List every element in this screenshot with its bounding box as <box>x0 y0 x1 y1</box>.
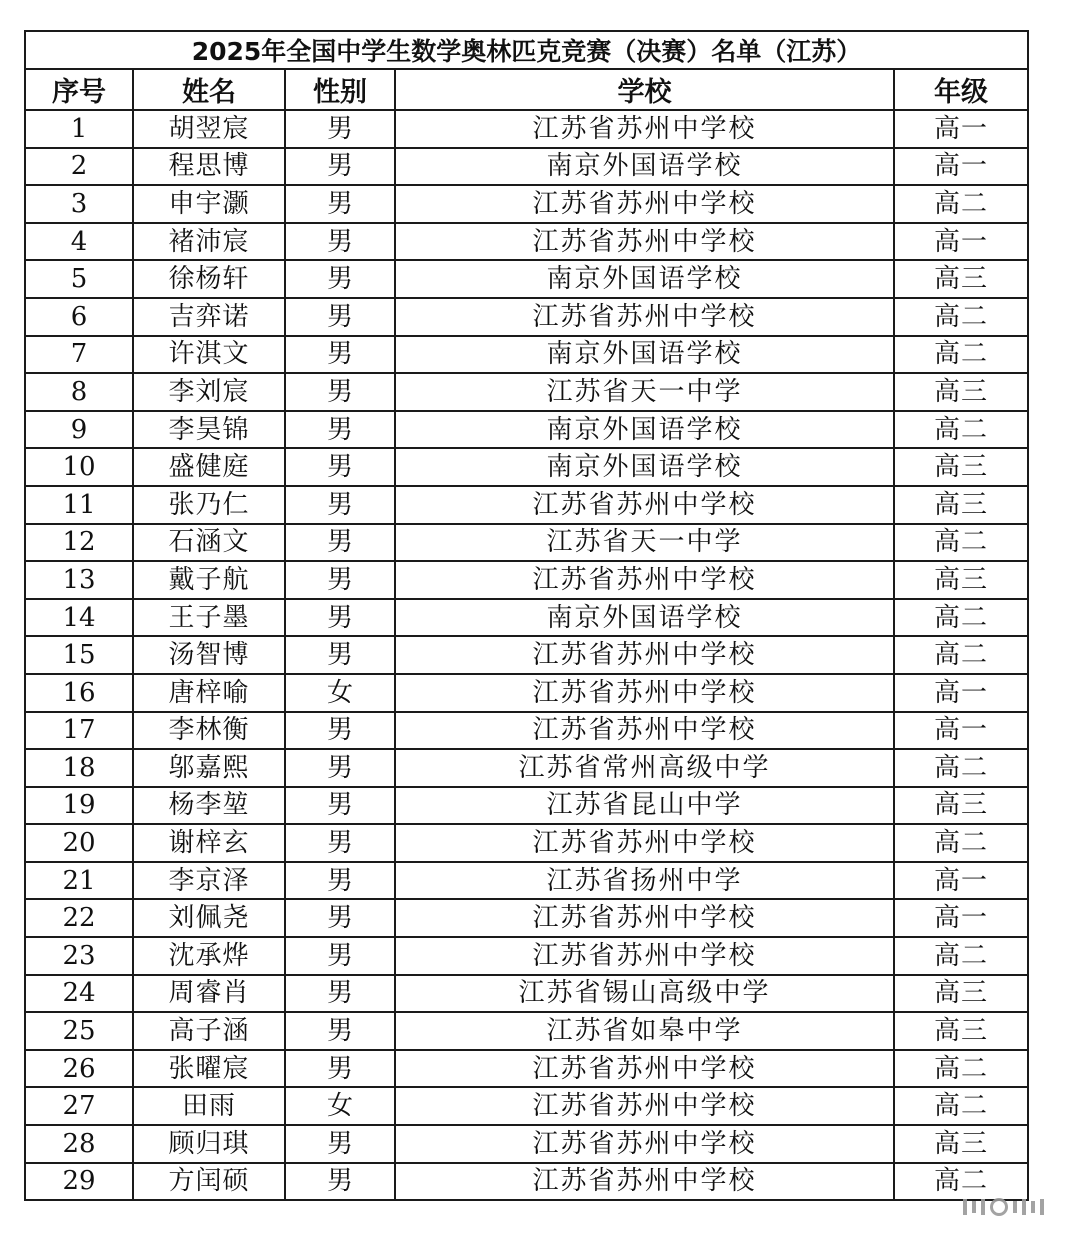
cell-no: 8 <box>25 373 133 411</box>
cell-gender: 男 <box>285 336 395 374</box>
cell-no: 7 <box>25 336 133 374</box>
cell-name: 方闰硕 <box>133 1163 285 1201</box>
header-grade: 年级 <box>894 69 1028 110</box>
cell-no: 10 <box>25 448 133 486</box>
cell-name: 胡翌宸 <box>133 110 285 148</box>
cell-gender: 女 <box>285 1087 395 1125</box>
cell-grade: 高二 <box>894 1087 1028 1125</box>
cell-no: 20 <box>25 824 133 862</box>
table-row <box>25 899 1028 937</box>
cell-grade: 高三 <box>894 975 1028 1013</box>
table-row <box>25 1125 1028 1163</box>
cell-grade: 高一 <box>894 223 1028 261</box>
table-row <box>25 148 1028 186</box>
cell-name: 刘佩尧 <box>133 899 285 937</box>
table-row <box>25 787 1028 825</box>
cell-no: 29 <box>25 1163 133 1201</box>
cell-no: 24 <box>25 975 133 1013</box>
cell-name: 戴子航 <box>133 561 285 599</box>
cell-gender: 男 <box>285 712 395 750</box>
cell-name: 申宇灏 <box>133 185 285 223</box>
cell-gender: 男 <box>285 110 395 148</box>
cell-school: 江苏省苏州中学校 <box>395 110 894 148</box>
table-row <box>25 636 1028 674</box>
cell-grade: 高二 <box>894 749 1028 787</box>
cell-no: 26 <box>25 1050 133 1088</box>
cell-name: 徐杨轩 <box>133 260 285 298</box>
cell-gender: 男 <box>285 787 395 825</box>
table-row <box>25 336 1028 374</box>
cell-name: 张乃仁 <box>133 486 285 524</box>
cell-grade: 高二 <box>894 1163 1028 1201</box>
cell-school: 江苏省锡山高级中学 <box>395 975 894 1013</box>
cell-school: 江苏省苏州中学校 <box>395 674 894 712</box>
table-row <box>25 373 1028 411</box>
cell-no: 2 <box>25 148 133 186</box>
cell-gender: 男 <box>285 411 395 449</box>
cell-gender: 男 <box>285 373 395 411</box>
cell-gender: 男 <box>285 298 395 336</box>
table-row <box>25 975 1028 1013</box>
cell-no: 13 <box>25 561 133 599</box>
header-no: 序号 <box>25 69 133 110</box>
header-gender: 性别 <box>285 69 395 110</box>
cell-no: 4 <box>25 223 133 261</box>
cell-school: 南京外国语学校 <box>395 148 894 186</box>
cell-name: 李林衡 <box>133 712 285 750</box>
cell-grade: 高二 <box>894 298 1028 336</box>
cell-grade: 高三 <box>894 260 1028 298</box>
watermark <box>963 1196 1044 1218</box>
cell-name: 田雨 <box>133 1087 285 1125</box>
cell-school: 江苏省如皋中学 <box>395 1012 894 1050</box>
cell-grade: 高三 <box>894 373 1028 411</box>
cell-gender: 男 <box>285 862 395 900</box>
cell-name: 周睿肖 <box>133 975 285 1013</box>
table-row <box>25 411 1028 449</box>
cell-name: 高子涵 <box>133 1012 285 1050</box>
cell-name: 石涵文 <box>133 524 285 562</box>
cell-school: 江苏省苏州中学校 <box>395 899 894 937</box>
contestant-table <box>24 30 1029 1201</box>
cell-name: 杨李堃 <box>133 787 285 825</box>
cell-no: 11 <box>25 486 133 524</box>
cell-name: 汤智博 <box>133 636 285 674</box>
cell-school: 江苏省苏州中学校 <box>395 223 894 261</box>
cell-gender: 男 <box>285 636 395 674</box>
cell-grade: 高三 <box>894 1125 1028 1163</box>
cell-grade: 高三 <box>894 486 1028 524</box>
cell-school: 江苏省天一中学 <box>395 524 894 562</box>
cell-grade: 高三 <box>894 561 1028 599</box>
cell-no: 6 <box>25 298 133 336</box>
cell-school: 江苏省苏州中学校 <box>395 712 894 750</box>
cell-grade: 高二 <box>894 824 1028 862</box>
header-school: 学校 <box>395 69 894 110</box>
table-row <box>25 298 1028 336</box>
cell-grade: 高一 <box>894 862 1028 900</box>
cell-gender: 男 <box>285 975 395 1013</box>
header-name: 姓名 <box>133 69 285 110</box>
cell-gender: 男 <box>285 524 395 562</box>
cell-grade: 高二 <box>894 599 1028 637</box>
cell-gender: 男 <box>285 937 395 975</box>
cell-gender: 男 <box>285 486 395 524</box>
cell-gender: 男 <box>285 223 395 261</box>
cell-school: 江苏省苏州中学校 <box>395 824 894 862</box>
cell-grade: 高一 <box>894 712 1028 750</box>
cell-school: 江苏省昆山中学 <box>395 787 894 825</box>
cell-no: 19 <box>25 787 133 825</box>
cell-school: 南京外国语学校 <box>395 411 894 449</box>
cell-school: 江苏省苏州中学校 <box>395 298 894 336</box>
cell-gender: 男 <box>285 899 395 937</box>
cell-name: 李昊锦 <box>133 411 285 449</box>
cell-no: 14 <box>25 599 133 637</box>
watermark-bar <box>1031 1201 1035 1213</box>
cell-name: 褚沛宸 <box>133 223 285 261</box>
table-row <box>25 561 1028 599</box>
cell-no: 25 <box>25 1012 133 1050</box>
cell-no: 9 <box>25 411 133 449</box>
table-row <box>25 937 1028 975</box>
cell-gender: 男 <box>285 561 395 599</box>
cell-grade: 高一 <box>894 674 1028 712</box>
cell-name: 王子墨 <box>133 599 285 637</box>
cell-no: 23 <box>25 937 133 975</box>
table-row <box>25 1087 1028 1125</box>
cell-school: 南京外国语学校 <box>395 599 894 637</box>
cell-school: 江苏省扬州中学 <box>395 862 894 900</box>
table-row <box>25 110 1028 148</box>
cell-name: 吉弈诺 <box>133 298 285 336</box>
cell-grade: 高二 <box>894 636 1028 674</box>
cell-gender: 男 <box>285 148 395 186</box>
header-row <box>25 69 1028 110</box>
cell-school: 南京外国语学校 <box>395 448 894 486</box>
cell-school: 江苏省苏州中学校 <box>395 185 894 223</box>
table-row <box>25 486 1028 524</box>
table-row <box>25 1163 1028 1201</box>
cell-grade: 高二 <box>894 185 1028 223</box>
cell-name: 沈承烨 <box>133 937 285 975</box>
cell-no: 17 <box>25 712 133 750</box>
cell-name: 张曜宸 <box>133 1050 285 1088</box>
table-row <box>25 712 1028 750</box>
cell-no: 5 <box>25 260 133 298</box>
cell-school: 江苏省苏州中学校 <box>395 937 894 975</box>
cell-no: 27 <box>25 1087 133 1125</box>
cell-no: 16 <box>25 674 133 712</box>
watermark-bar <box>972 1201 976 1213</box>
cell-school: 江苏省天一中学 <box>395 373 894 411</box>
table-row <box>25 674 1028 712</box>
cell-grade: 高二 <box>894 937 1028 975</box>
cell-gender: 女 <box>285 674 395 712</box>
table-row <box>25 599 1028 637</box>
cell-name: 唐梓喻 <box>133 674 285 712</box>
table-row <box>25 448 1028 486</box>
table-row <box>25 824 1028 862</box>
cell-school: 南京外国语学校 <box>395 336 894 374</box>
table-row <box>25 862 1028 900</box>
cell-school: 江苏省苏州中学校 <box>395 636 894 674</box>
table-title: 2025年全国中学生数学奥林匹克竞赛（决赛）名单（江苏） <box>25 31 1028 69</box>
cell-name: 许淇文 <box>133 336 285 374</box>
cell-gender: 男 <box>285 1050 395 1088</box>
cell-no: 1 <box>25 110 133 148</box>
cell-no: 12 <box>25 524 133 562</box>
cell-grade: 高二 <box>894 411 1028 449</box>
cell-school: 南京外国语学校 <box>395 260 894 298</box>
cell-gender: 男 <box>285 448 395 486</box>
cell-school: 江苏省苏州中学校 <box>395 1125 894 1163</box>
cell-no: 21 <box>25 862 133 900</box>
table-row <box>25 223 1028 261</box>
watermark-bar <box>1040 1199 1044 1215</box>
cell-school: 江苏省常州高级中学 <box>395 749 894 787</box>
cell-name: 顾归琪 <box>133 1125 285 1163</box>
cell-school: 江苏省苏州中学校 <box>395 1163 894 1201</box>
document-sheet <box>24 30 1027 1201</box>
cell-gender: 男 <box>285 185 395 223</box>
cell-no: 28 <box>25 1125 133 1163</box>
cell-gender: 男 <box>285 1125 395 1163</box>
cell-gender: 男 <box>285 1012 395 1050</box>
cell-gender: 男 <box>285 260 395 298</box>
table-row <box>25 1012 1028 1050</box>
cell-no: 3 <box>25 185 133 223</box>
cell-name: 谢梓玄 <box>133 824 285 862</box>
cell-grade: 高三 <box>894 787 1028 825</box>
cell-school: 江苏省苏州中学校 <box>395 561 894 599</box>
cell-name: 邬嘉熙 <box>133 749 285 787</box>
cell-grade: 高一 <box>894 899 1028 937</box>
watermark-circle-icon <box>990 1198 1008 1216</box>
cell-name: 盛健庭 <box>133 448 285 486</box>
cell-grade: 高三 <box>894 1012 1028 1050</box>
cell-grade: 高一 <box>894 148 1028 186</box>
table-row <box>25 749 1028 787</box>
cell-school: 江苏省苏州中学校 <box>395 1087 894 1125</box>
cell-name: 李刘宸 <box>133 373 285 411</box>
cell-gender: 男 <box>285 599 395 637</box>
cell-name: 程思博 <box>133 148 285 186</box>
cell-no: 22 <box>25 899 133 937</box>
cell-grade: 高一 <box>894 110 1028 148</box>
cell-grade: 高二 <box>894 1050 1028 1088</box>
table-body <box>25 110 1028 1200</box>
table-row <box>25 1050 1028 1088</box>
watermark-bar <box>981 1199 985 1215</box>
cell-gender: 男 <box>285 824 395 862</box>
cell-school: 江苏省苏州中学校 <box>395 1050 894 1088</box>
cell-name: 李京泽 <box>133 862 285 900</box>
table-row <box>25 185 1028 223</box>
cell-gender: 男 <box>285 1163 395 1201</box>
watermark-bar <box>963 1199 967 1215</box>
watermark-bar <box>1022 1199 1026 1215</box>
cell-no: 15 <box>25 636 133 674</box>
cell-grade: 高三 <box>894 448 1028 486</box>
cell-grade: 高二 <box>894 524 1028 562</box>
cell-school: 江苏省苏州中学校 <box>395 486 894 524</box>
cell-grade: 高二 <box>894 336 1028 374</box>
cell-gender: 男 <box>285 749 395 787</box>
table-row <box>25 524 1028 562</box>
watermark-bar <box>1013 1201 1017 1213</box>
cell-no: 18 <box>25 749 133 787</box>
table-row <box>25 260 1028 298</box>
